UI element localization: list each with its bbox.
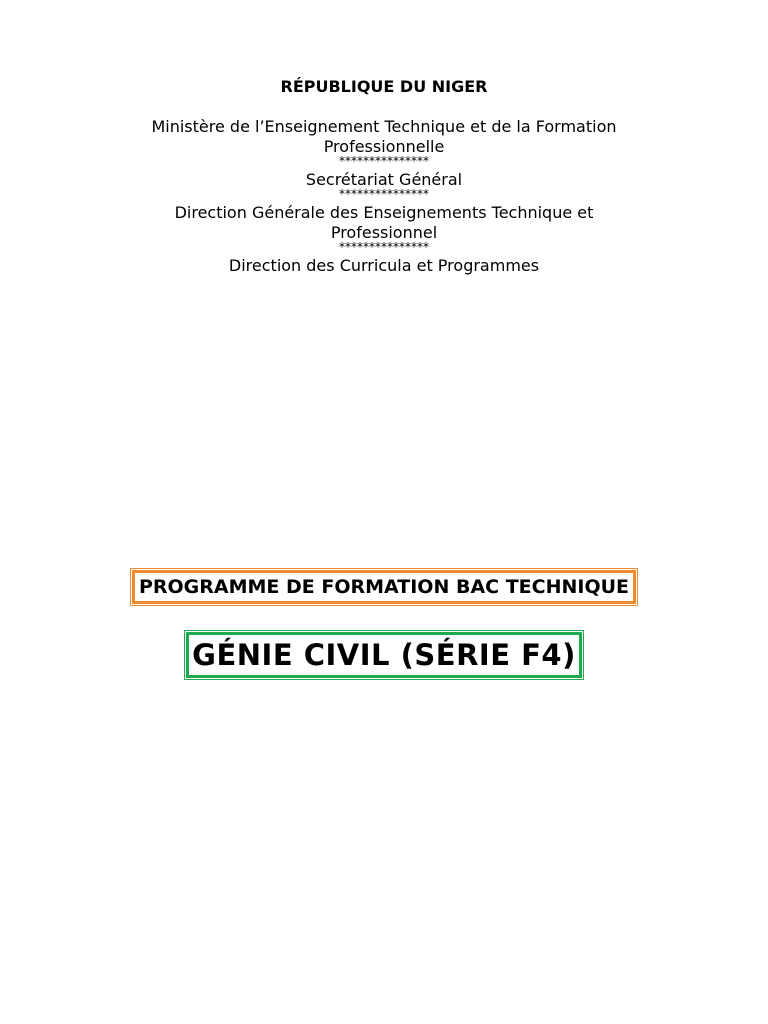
ministry-line-2: Professionnelle: [323, 137, 445, 156]
secretariat-line: Secrétariat Général: [305, 170, 463, 189]
program-title-wrap: [0, 570, 768, 604]
country-name: RÉPUBLIQUE DU NIGER: [280, 77, 488, 96]
separator-2: ***************: [339, 187, 429, 201]
separator-3: ***************: [339, 240, 429, 254]
program-title: PROGRAMME DE FORMATION BAC TECHNIQUE: [132, 570, 636, 604]
direction-curricula-line: Direction des Curricula et Programmes: [228, 256, 540, 275]
ministry-line-1: Ministère de l’Enseignement Technique et de la Formation: [151, 117, 617, 136]
direction-generale-line-1: Direction Générale des Enseignements Technique et: [174, 203, 594, 222]
separator-1: ***************: [339, 154, 429, 168]
series-title-wrap: [0, 632, 768, 678]
series-title: GÉNIE CIVIL (SÉRIE F4): [186, 632, 582, 678]
direction-generale-line-2: Professionnel: [330, 223, 438, 242]
header-block: [84, 77, 684, 276]
